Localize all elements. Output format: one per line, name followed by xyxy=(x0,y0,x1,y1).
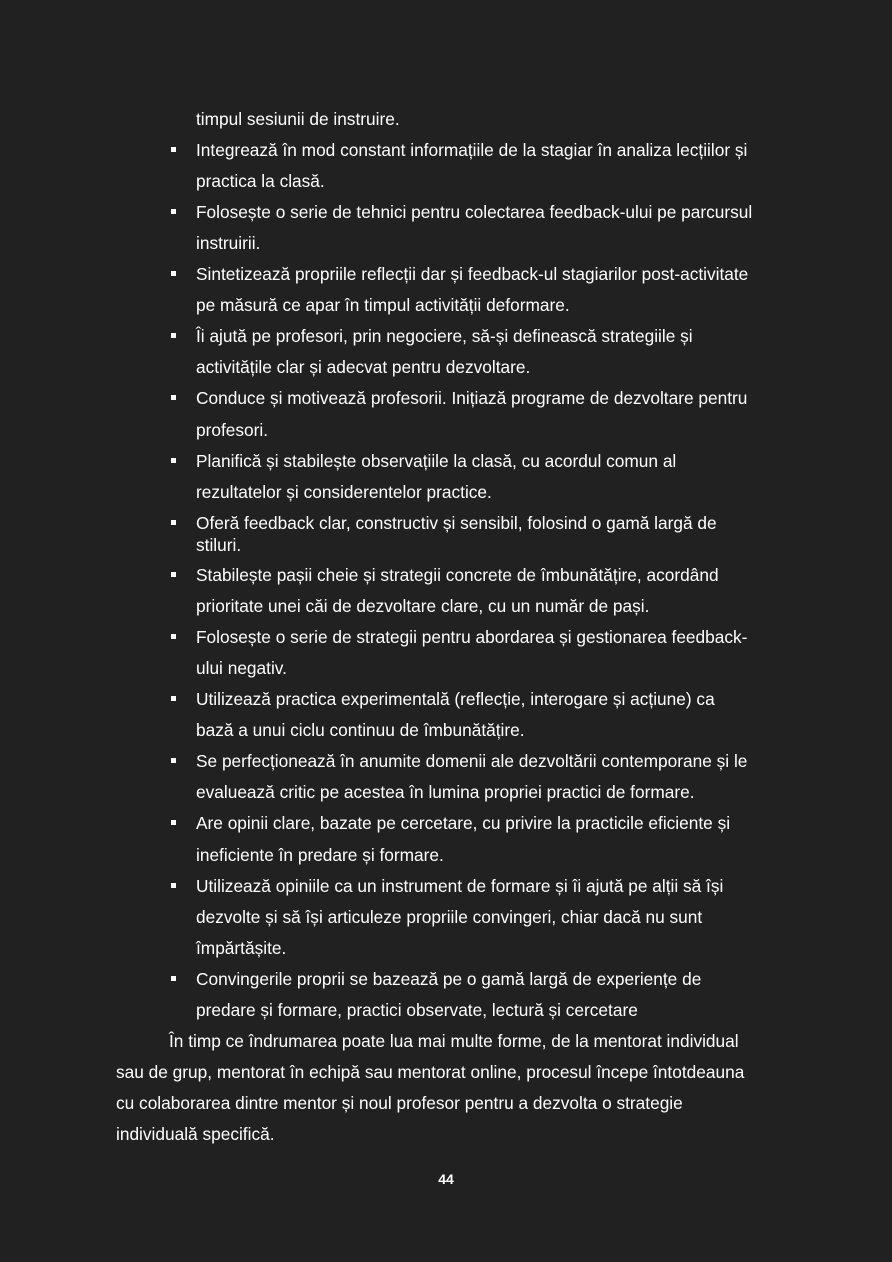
list-item-line: rezultatelor și considerentelor practice. xyxy=(196,482,492,502)
paragraph-line: În timp ce îndrumarea poate lua mai multe forme, de la mentorat individual xyxy=(169,1031,739,1051)
list-item-line: stiluri. xyxy=(196,535,242,555)
list-item-line: Are opinii clare, bazate pe cercetare, cu privire la practicile eficiente și xyxy=(196,813,731,833)
list-item-line: instruirii. xyxy=(196,233,261,253)
list-item-line: pe măsură ce apar în timpul activității deformare. xyxy=(196,295,570,315)
list-item-line: Utilizează practica experimentală (reflecție, interogare și acțiune) ca xyxy=(196,689,715,709)
list-item-line: Convingerile proprii se bazează pe o gamă largă de experiențe de xyxy=(196,969,702,989)
bullet-icon xyxy=(171,758,176,763)
bullet-icon xyxy=(171,333,176,338)
paragraph-line: cu colaborarea dintre mentor și noul profesor pentru a dezvolta o strategie xyxy=(116,1093,683,1113)
list-item-line: Oferă feedback clar, constructiv și sensibil, folosind o gamă largă de xyxy=(196,513,717,533)
bullet-icon xyxy=(171,696,176,701)
list-item-line: Planifică și stabilește observațiile la clasă, cu acordul comun al xyxy=(196,451,677,471)
list-item-line: bază a unui ciclu continuu de îmbunătățire. xyxy=(196,720,525,740)
list-item-line: Se perfecționează în anumite domenii ale dezvoltării contemporane și le xyxy=(196,751,748,771)
paragraph-line: individuală specifică. xyxy=(116,1124,275,1144)
bullet-icon xyxy=(171,634,176,639)
bullet-icon xyxy=(171,395,176,400)
page-number: 44 xyxy=(438,1171,454,1187)
list-item-line: ului negativ. xyxy=(196,658,287,678)
list-item-line: activitățile clar și adecvat pentru dezvoltare. xyxy=(196,357,531,377)
list-item-line: Folosește o serie de strategii pentru abordarea și gestionarea feedback- xyxy=(196,627,748,647)
bullet-icon xyxy=(171,820,176,825)
list-item-line: prioritate unei căi de dezvoltare clare, cu un număr de pași. xyxy=(196,596,650,616)
list-item-line: practica la clasă. xyxy=(196,171,325,191)
list-item-line: dezvolte și să își articuleze propriile convingeri, chiar dacă nu sunt xyxy=(196,907,703,927)
continuation-line: timpul sesiunii de instruire. xyxy=(196,109,400,129)
list-item-line: profesori. xyxy=(196,420,269,440)
bullet-icon xyxy=(171,520,176,525)
bullet-icon xyxy=(171,271,176,276)
list-item-line: Îi ajută pe profesori, prin negociere, să-și definească strategiile și xyxy=(196,326,693,346)
bullet-icon xyxy=(171,209,176,214)
list-item-line: Folosește o serie de tehnici pentru colectarea feedback-ului pe parcursul xyxy=(196,202,753,222)
list-item-line: Integrează în mod constant informațiile de la stagiar în analiza lecțiilor și xyxy=(196,140,748,160)
bullet-icon xyxy=(171,572,176,577)
list-item-line: împărtășite. xyxy=(196,938,287,958)
bullet-icon xyxy=(171,883,176,888)
list-item-line: evaluează critic pe acestea în lumina propriei practici de formare. xyxy=(196,782,695,802)
list-item-line: Conduce și motivează profesorii. Inițiază programe de dezvoltare pentru xyxy=(196,388,748,408)
list-item-line: Sintetizează propriile reflecții dar și feedback-ul stagiarilor post-activitate xyxy=(196,264,749,284)
list-item-line: Stabilește pașii cheie și strategii concrete de îmbunătățire, acordând xyxy=(196,565,719,585)
bullet-icon xyxy=(171,976,176,981)
list-item-line: Utilizează opiniile ca un instrument de formare și îi ajută pe alții să își xyxy=(196,876,724,896)
list-item-line: predare și formare, practici observate, lectură și cercetare xyxy=(196,1000,638,1020)
list-item-line: ineficiente în predare și formare. xyxy=(196,845,444,865)
bullet-icon xyxy=(171,458,176,463)
bullet-icon xyxy=(171,147,176,152)
paragraph-line: sau de grup, mentorat în echipă sau mentorat online, procesul începe întotdeauna xyxy=(116,1062,745,1082)
